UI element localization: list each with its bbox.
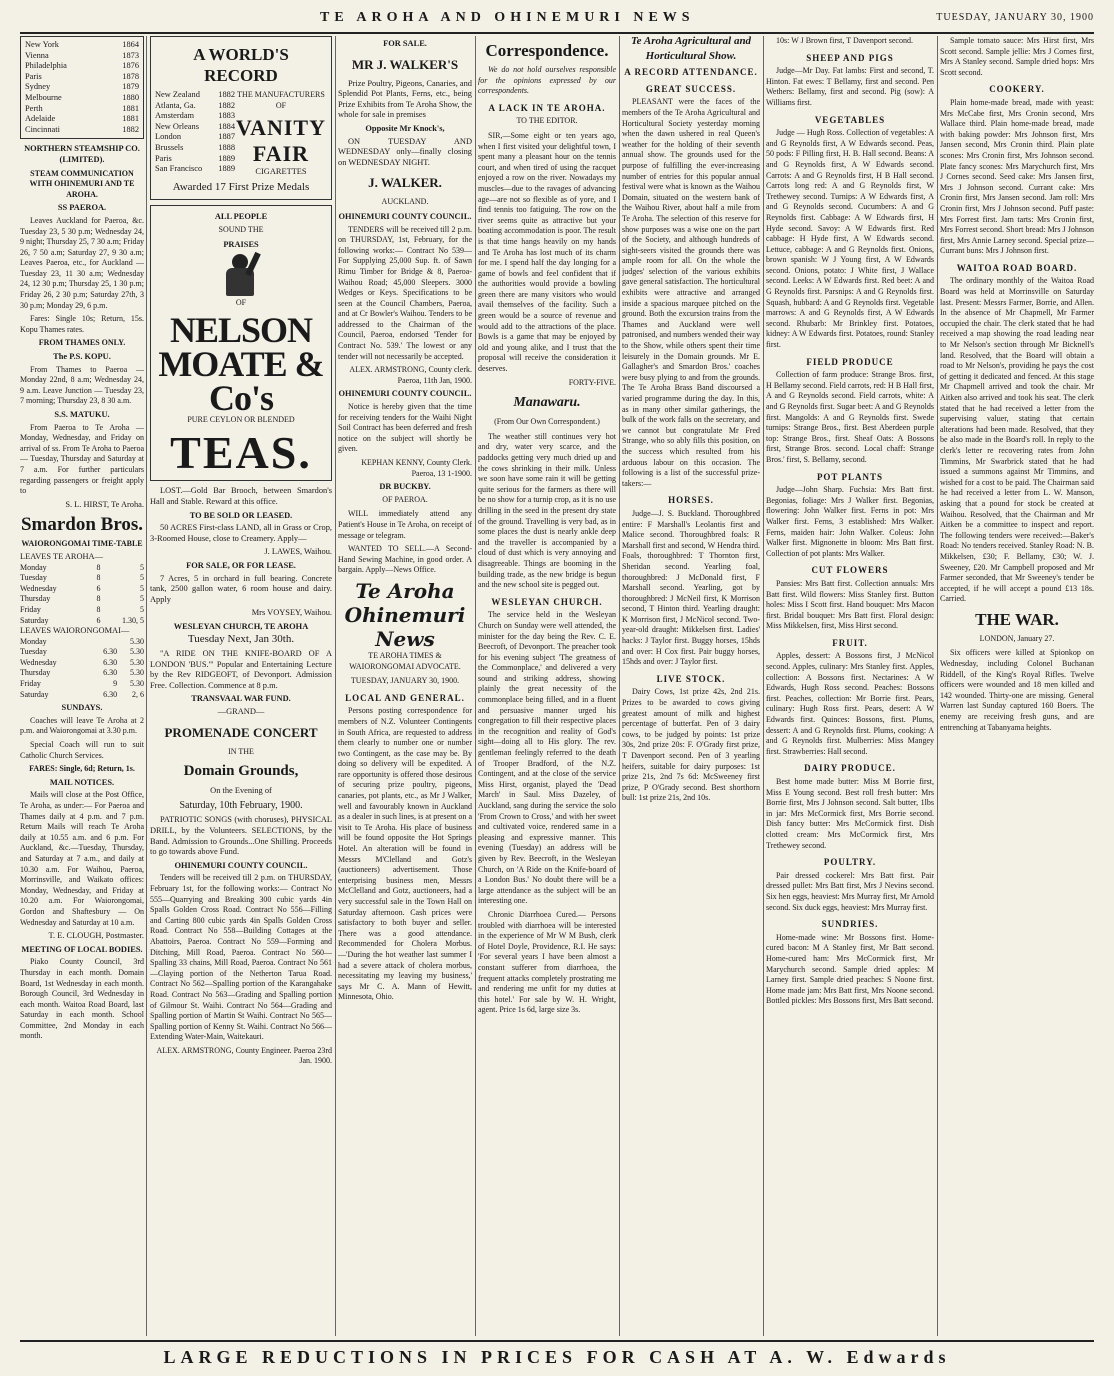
- kopu-schedule: From Thames to Paeroa — Monday 22nd, 8 a.m; Wednesday 24, 9 a.m. Leave Junction — Tuesday 23, 7 morning; Thursday 23, 8 30 a.m.: [20, 364, 144, 406]
- show-text: PLEASANT were the faces of the members of the Te Aroha Agricultural and Horticultural Society yesterday morning when the dawn ushered in real Queen's weather for the holding of their seventh annual show. The grounds used for the purpose of fulfilling the ever-increasing number of entries for this popular annual festival were what is known as the Waihou Domain, situated on the western bank of the Waihou River, about half a mile from Te Aroha. The selection of this reserve for show purposes was a wise one on the part of the Society, and although hundreds of sight-seers visited the grounds there was ample room for all. On the whole the judges' selection of the various exhibits gave general satisfaction. The horticultural exhibits were attractive and arranged inside a spacious marquee pitched on the ground. Both the excursion trains from the Thames and Auckland were well patronised, and numbers wended their way to the Show, while others spent their time leisurely in the Domain grounds. Mr E. Gallagher's and Smardon Bros.' coaches were busy plying to and from the grounds. The Te Aroha Brass Band discoursed a varied programme during the day. In this, as in many other similar gatherings, the bulk of the work falls on the secretary, and we cannot but congratulate Mr Fred Strange, who so ably fills this position, on the success which resulted from his arduous labour on this occasion. The following is a list of the successful prize-takers:—: [622, 97, 760, 488]
- world-record-ad: [150, 36, 332, 200]
- nelson-moate-brand: NELSON MOATE & Co's: [158, 309, 324, 418]
- timetable-time: 5: [140, 594, 144, 604]
- city-row: [25, 72, 139, 83]
- timetable-time: 2, 6: [132, 689, 144, 699]
- city-year: 1882: [122, 124, 139, 134]
- lack-heading: A LACK IN TE AROHA.: [488, 102, 606, 113]
- timetable-row: [20, 658, 144, 669]
- sold-heading: TO BE SOLD OR LEASED.: [189, 510, 293, 520]
- timetable-row: [20, 584, 144, 595]
- city-name: San Francisco: [155, 164, 203, 174]
- kopu-heading: The P.S. KOPU.: [53, 352, 111, 362]
- timetable-row: [20, 605, 144, 616]
- war-dateline: LONDON, January 27.: [979, 633, 1055, 643]
- manawaru-text: The weather still continues very hot and dry, water very scarce, and the paddocks getting very much dried up and the cows shrinking in their milk. Unless we soon have some rain it will be getting quite serious for the farmers as there will be no show for a turnip crop, as it is no use drilling in the seed in the present dry state of the ground. Travelling is very bad, as in some places the dust is nearly ankle deep and the traveller is accompanied by a cloud of dust which is very annoying and disagreeable. Things are booming in the building trade, as the new bridge is begun and the new school site is pegged out.: [478, 431, 616, 590]
- livestock-heading: LIVE STOCK.: [656, 673, 726, 684]
- praises-label: PRAISES: [223, 239, 259, 249]
- timetable-row: [20, 668, 144, 679]
- local-bodies-text: Piako County Council, 3rd Thursday in each month. Domain Board, 1st Wednesday in each month. Borough Council, 3rd Wednesday in each month. Waitoa Road Board, last Saturday in each month. School Committee, 2nd Monday in each month.: [20, 957, 144, 1041]
- of-label: OF: [235, 298, 247, 308]
- city-year: 1881: [122, 114, 139, 124]
- city-name: Sydney: [25, 82, 51, 92]
- city-row: [155, 111, 235, 122]
- timetable-time: 5.30: [130, 636, 144, 646]
- city-name: London: [155, 132, 182, 142]
- intro-line: 10s: W J Brown first, T Davenport second.: [776, 36, 913, 45]
- timetable-time: 6.30: [103, 689, 118, 699]
- correspondence-heading: Correspondence.: [485, 41, 609, 60]
- wesleyan-ad-text: "A RIDE ON THE KNIFE-BOARD OF A LONDON 'BUS.'" Popular and Entertaining Lecture by the Rev RIDGEOFT, of Devonport. Admission Free. Collection. Commence at 8 p.m.: [150, 649, 332, 690]
- dairy-heading: DAIRY PRODUCE.: [804, 763, 896, 774]
- timetable-time: 5: [140, 604, 144, 614]
- concert-text: PATRIOTIC SONGS (with choruses), PHYSICAL DRILL, by the Volunteers. SELECTIONS, by the Band. Admission to Grounds...One Shilling. Proceeds to go towards above Fund.: [150, 815, 332, 857]
- timetable-day: Friday: [20, 604, 41, 614]
- in-the-label: IN THE: [228, 746, 254, 756]
- matuku-signature: S. L. HIRST, Te Aroha.: [65, 499, 144, 509]
- city-year: 1881: [122, 103, 139, 113]
- city-year: 1873: [122, 50, 139, 60]
- timetable-time: 5.30: [130, 668, 144, 678]
- cigarettes-label: CIGARETTES: [255, 167, 307, 177]
- pot-plants-text: Judge—John Sharp. Fuchsia: Mrs Batt first. Begonias, foliage: Mrs J Walker first. Begonias, flowering: John Walker first. Ferns in pot: Mrs Walker first. Ferns, 3 established: Mrs Walker. Ferns, maiden hair: John Walker. Coleus: John Walker first. Mignonette in bloom: Mrs Batt first. Collection of pot plants: Mrs Walker.: [766, 485, 934, 558]
- timetable-day: Tuesday: [20, 647, 47, 657]
- shipping-heading: NORTHERN STEAMSHIP CO. (LIMITED).: [24, 144, 140, 164]
- fruit-text: Apples, dessert: A Bossons first, J McNicol second. Apples, culinary: Mrs Stanley first. Apples, collection: A Bossons first. Nectarines: A W Edwards, Hugh Ross second. Peaches: Bossons first. Peaches, collection: Mr Borrie first. Pears, culinary: Hugh Ross first. Pears, desert: A W Edwards first. Quinces: Bossons, first. Plums, dessert: A and G Reynolds first. Plums, cooking: A and G Reynolds first. Mulberries: Miss Mangey first. Strawberries: Hall second.: [766, 651, 934, 756]
- city-year: 1864: [122, 40, 139, 49]
- timetable-day: Wednesday: [20, 657, 57, 667]
- timetable-day: Monday: [20, 636, 47, 646]
- timetable-time: 5.30: [130, 647, 144, 657]
- timetable-day: Thursday: [20, 594, 51, 604]
- for-sale-heading: FOR SALE.: [383, 39, 427, 48]
- column-rule: [475, 36, 476, 1336]
- field-text: Collection of farm produce: Strange Bros. first, H Bellamy second. Field carrots, red: H B Hall first, A and G Reynolds second. Field carrots, white: A and G Reynolds first. Sugar beet: A and G Reynolds first. Mangolds: A and G Reynolds first. Swede turnips: Strange Bros., first. Best Aberdeen purple top: Strange Bros., first. Sheaf Oats: A Bossons first, Strange Bros. second. Local chaff: Strange Bros.' first, S. Bellamy, second.: [766, 370, 934, 464]
- timetable-time: 5.30: [130, 679, 144, 689]
- sundays-heading: SUNDAYS.: [61, 703, 103, 713]
- local-bodies-heading: MEETING OF LOCAL BODIES.: [21, 944, 143, 954]
- city-name: Atlanta, Ga.: [155, 100, 196, 110]
- teas-label: TEAS.: [170, 427, 312, 479]
- sheep-text: Judge—Mr Day. Fat lambs: First and second, T. Hinton. Fat ewes: T Bellamy, first and second. Pen Wethers: Bellamy, first and second. Pig (sow): A Williams first.: [766, 66, 934, 107]
- column-5: [622, 36, 760, 1336]
- buckby-sub: OF PAEROA.: [382, 494, 428, 504]
- city-year: 1878: [122, 71, 139, 81]
- city-name: Paris: [25, 71, 42, 81]
- column-7: [940, 36, 1094, 1336]
- diarrhoea-text: Chronic Diarrhoea Cured.— Persons troubled with diarrhoea will be interested in the experience of Mr W M Bush, clerk of Hotel Doyle, Providence, R.I. He says: 'For several years I have been almost a constant sufferer from diarrhoea, the frequent attacks completely prostrating me and rendering me unfit for my duties at this hotel.' For sale by W. H. Wright, agent. Price 1s 6d, large size 3s.: [478, 909, 616, 1015]
- council-heading: OHINEMURI COUNTY COUNCIL.: [174, 860, 308, 870]
- city-year: 1882: [218, 100, 235, 110]
- wesleyan-ad-heading: WESLEYAN CHURCH, TE AROHA: [173, 621, 309, 631]
- timetable-time: 6.30: [103, 647, 118, 657]
- timetable-time: 6.30: [103, 657, 118, 667]
- sale-text: 7 Acres, 5 in orchard in full bearing. Concrete tank, 2500 gallon water, 6 room house and dairy. Apply: [150, 573, 332, 604]
- cut-flowers-heading: CUT FLOWERS: [811, 565, 889, 576]
- column-rule: [937, 36, 938, 1336]
- domain-grounds-label: Domain Grounds,: [183, 763, 299, 780]
- buckby-heading: DR BUCKBY.: [379, 482, 431, 492]
- paper-subtitle: TE AROHA TIMES & WAIORONGOMAI ADVOCATE.: [349, 650, 461, 671]
- city-row: [25, 82, 139, 93]
- city-name: Paris: [155, 153, 172, 163]
- correspondence-disclaimer: We do not hold ourselves responsible for the opinions expressed by our correspondents.: [478, 65, 616, 96]
- city-year: 1889: [218, 164, 235, 174]
- column-2: [150, 36, 332, 1336]
- matuku-schedule: From Paeroa to Te Aroha — Monday, Wednesday, and Friday on arrival of ss. From Te Aroha to Paeroa — Tuesday, Thursday and Saturday at 7 a.m. For further particulars regarding passengers or freight apply to: [20, 422, 144, 496]
- evening-label: On the Evening of: [210, 786, 272, 796]
- council3-text: Notice is hereby given that the time for receiving tenders for the Waihi Night Soil Contract has been deferred and fresh notice on the subject will shortly be given.: [338, 402, 472, 454]
- city-name: New Zealand: [155, 90, 200, 99]
- war-text: Six officers were killed at Spionkop on Wednesday, including Colonel Buchanan Riddell, of the King's Royal Rifles. Twelve officers were wounded and 18 men killed and 142 wounded. Thirty-one are missing. General Warren last Sunday captured 160 Boers. The enemy are receiving fresh guns, and are entrenching at Tabanyama heights.: [940, 648, 1094, 732]
- city-row: [155, 154, 235, 165]
- timetable-day: Saturday: [20, 615, 49, 625]
- footer-advertisement: LARGE REDUCTIONS IN PRICES FOR CASH AT A. W. Edwards: [20, 1340, 1094, 1372]
- city-row: [25, 51, 139, 62]
- newspaper-title: TE AROHA AND OHINEMURI NEWS: [320, 10, 695, 25]
- city-name: Perth: [25, 103, 43, 113]
- city-year: 1879: [122, 82, 139, 92]
- timetable-row: [20, 573, 144, 584]
- war-heading: THE WAR.: [975, 609, 1059, 629]
- letter-signature: FORTY-FIVE.: [568, 377, 616, 387]
- opposite-knocks: Opposite Mr Knock's,: [365, 123, 445, 133]
- special-coach: Special Coach will run to suit Catholic Church Services.: [20, 740, 144, 760]
- vegetables-heading: VEGETABLES: [814, 114, 886, 125]
- timetable-time: 8: [96, 562, 101, 572]
- cookery-text: Plain home-made bread, made with yeast: Mrs McCabe first, Mrs Cronin second, Mrs Wallace third. Plain home-made bread, made with baking powder: Mrs Johnson first, Mrs Jansen second, Mrs Cronin third. Plain plate scones: Mrs Cronin first, Mrs Johnson second. Plate fancy scones: Mrs Marychurch first, Mrs J Cornes second. Seed cake: Mrs Jansen first, Mrs J Johnson second. Currant cake: Mrs Cronin first, Mrs Jansen second. Jam roll: Mrs Cronin first, Mrs J Johnson second. Puff paste: Mrs Forrest first. Jam tarts: Mrs Cronin first, Mrs Forrest second. Short bread: Mrs J Johnson first, Mrs Annie Larney second. Special prize—Currant buns: Mrs J Johnson first.: [940, 97, 1094, 256]
- world-record-left-cities: [20, 36, 144, 139]
- timetable-day: Tuesday: [20, 573, 47, 583]
- city-row: [155, 164, 235, 175]
- pot-plants-heading: POT PLANTS: [816, 471, 884, 482]
- vanity-fair-brand: VANITY FAIR: [236, 115, 326, 167]
- city-row: [25, 40, 139, 51]
- wesleyan-heading: WESLEYAN CHURCH.: [491, 596, 603, 607]
- timetable-time: 9: [113, 679, 118, 689]
- mail-signature: T. E. CLOUGH, Postmaster.: [48, 931, 144, 941]
- city-row: [155, 132, 235, 143]
- column-rule: [763, 36, 764, 1336]
- shipping-subheading: STEAM COMMUNICATION WITH OHINEMURI AND TE AROHA.: [29, 168, 135, 199]
- council3-signature: KEPHAN KENNY, County Clerk. Paeroa, 13 1-1900.: [361, 458, 472, 478]
- timetable-day: Wednesday: [20, 583, 57, 593]
- city-year: 1887: [218, 132, 235, 142]
- nelson-moate-ad: [150, 205, 332, 481]
- city-row: [25, 114, 139, 125]
- city-year: 1880: [122, 92, 139, 102]
- city-name: Brussels: [155, 142, 184, 152]
- sound-label: SOUND THE: [218, 224, 264, 234]
- leave-te-aroha-label: LEAVES TE AROHA—: [20, 551, 103, 561]
- sundays-text: Coaches will leave Te Aroha at 2 p.m. and Waiorongomai at 3.30 p.m.: [20, 715, 144, 736]
- record-attendance: A RECORD ATTENDANCE.: [624, 67, 758, 78]
- city-name: Philadelphia: [25, 61, 67, 71]
- city-year: 1876: [122, 61, 139, 71]
- matuku-heading: S.S. MATUKU.: [54, 410, 110, 419]
- city-year: 1888: [218, 142, 235, 152]
- sale-heading: FOR SALE, OR FOR LEASE.: [186, 560, 296, 570]
- city-year: 1882: [218, 90, 235, 99]
- city-row: [25, 61, 139, 72]
- council2-signature: ALEX. ARMSTRONG, County clerk. Paeroa, 11th Jan, 1900.: [349, 365, 472, 385]
- dairy-text: Best home made butter: Miss M Borrie first, Miss E Young second. Best roll fresh butter: Mrs Borrie first, Mrs J Johnson second. Salt butter, 1lbs in jar: Mrs McCormick first, Mrs Borrie second. Dish fancy butter: Mrs McCormick first. Dish clotted cream: Mrs McCormick first, Mrs Trethewey second.: [766, 777, 934, 850]
- council3-heading: OHINEMURI COUNTY COUNCIL.: [338, 389, 472, 399]
- concert-date: Saturday, 10th February, 1900.: [179, 799, 303, 811]
- timetable-row: [20, 647, 144, 658]
- city-row: [155, 143, 235, 154]
- timetable-row: [20, 690, 144, 701]
- sundries-text: Home-made wine: Mr Bossons first. Home-cured bacon: M A Stanley first, Mr Batt second. Home-cured ham: Mrs McCormick first, Mr Marychurch second. Sample dried apples: M Larney first. Sample dried peaches: S Noone first. Home made jam: Mrs Batt first, Mrs Noone second. Bottled pickles: Mrs Bossons first, Mrs Batt second.: [766, 932, 934, 1006]
- timetable-row: [20, 594, 144, 605]
- timetable-row: [20, 616, 144, 627]
- walker-text: Prize Poultry, Pigeons, Canaries, and Splendid Pot Plants, Ferns, etc., being Prize Exhibits from Te Aroha Show, the whole for sale in premises: [338, 78, 472, 120]
- timetable-day: Thursday: [20, 668, 51, 678]
- city-row: [25, 93, 139, 104]
- wesleyan-text: The service held in the Wesleyan Church on Sunday were well attended, the minister for the day being the Rev. C. E. Beecroft, of Devonport. The preacher took for his evening subject 'The greatness of the Commonplace,' and delivered a very sound and striking address, showing plainly the great necessity of the commonplace being filled, and in a fluent and persuasive manner urged his congregation to fill their respective places in the recognition and reality of God's sight—doing all to His glory. The rev. gentleman feelingly referred to the death of Trooper Bradford, of the N.Z. Contingent, and at the close of the service Miss Hirst, organist, played the 'Dead March' in Saul. Miss Dazeley, of Auckland, sang during the service the solo 'From Crown to Cross,' and with her sweet and cultivated voice, rendered same in a pleasing and expressive manner. This evening (Tuesday) an address will be given by Rev. Beecroft, in the Wesleyan Church, on 'A Ride on the Knife-board of a London Bus.' No doubt there will be a large attendance as the subject will be an interesting one.: [478, 610, 616, 906]
- walker-days: ON TUESDAY AND WEDNESDAY only—finally closing on WEDNESDAY NIGHT.: [338, 136, 472, 167]
- column-rule: [146, 36, 147, 1336]
- cookery-heading: COOKERY.: [989, 84, 1045, 95]
- timetable-time: 5: [140, 583, 144, 593]
- letter-text: SIR,—Some eight or ten years ago, when I first visited your delightful town, I spent many a pleasant hour on the tennis court, and when tired of using the racquet enjoyed a row on the river. Nowadays my muscles—due to the ravages of advancing age—are not so flexible as of yore, and I find tennis too fatiguing. The row on the river seems quite as attractive but your boating accommodation is poor. The result is that time hangs heavily on my hands and Te Aroha has lost much of its charm for me. I spend half the day longing for a game of bowls and feel confident that if the authorities would provide a bowling green there are many visitors who would avail themselves of the facility. Such a green would be a source of revenue and would add to the attractions of the place. Bowls is a game that may be enjoyed by old and young alike, and I trust that the proposal will receive the consideration it deserves.: [478, 130, 616, 374]
- world-record-right-cities: [155, 90, 235, 182]
- paper-name-1: Te Aroha: [355, 578, 455, 603]
- timetable-row: [20, 637, 144, 648]
- local-general-text: Persons posting correspondence for members of N.Z. Volunteer Contingents in South Africa, are requested to address them clearly to number one or number two Contingent, as the case may be. By doing so delivery will be expedited. A rare opportunity is offered those desirous of securing prize poultry, pigeons, canaries, pot plants, etc., as Mr J Walker, well and favourably known in Auckland as a dealer in such lines, is at present on a visit to Te Aroha. His place of business will be found opposite the Hot Springs Hotel. An alteration will be found in Messrs M'Clelland and Gotz's (auctioneers) advertisement. Those enterprising business men, Messrs McClelland and Gotz, auctioneers, had a very successful sale in the Town Hall on Saturday afternoon. Cash prices were satisfactory to both buyer and seller. There was a good attendance. Recommended for Cholera Morbus.—'During the hot weather last summer I had a severe attack of cholera morbus, necessitating my leaving my business,' says Mr C. A. Mann of Hewitt, Minnesota, Ohio.: [338, 706, 472, 1002]
- great-success: GREAT SUCCESS.: [645, 83, 737, 94]
- sold-signature: J. LAWES, Waihou.: [264, 547, 332, 557]
- timetable-time: [90, 637, 117, 648]
- show-heading-1: Te Aroha Agricultural and: [630, 36, 752, 47]
- column-6: [766, 36, 934, 1336]
- column-1: [20, 36, 144, 1336]
- paeroa-schedule: Leaves Auckland for Paeroa, &c. Tuesday 23, 5 30 p.m; Wednesday 24, 9 night; Thursday 25, 7 30 a.m; Friday 26, 7 50 a.m; Saturday 27, 9 30 a.m; Leaves Paeroa, etc., for Auckland — Tuesday 23, 11 30 a.m; Wednesday 24, 12 30 p.m; Thursday 25, 1 30 p.m; Friday 26, 2 30 p.m; Saturday 27th, 3 30 p.m; Monday 29, 6 p.m.: [20, 215, 144, 310]
- city-name: New York: [25, 40, 59, 49]
- timetable-time: 8: [96, 604, 101, 614]
- column-3: [338, 36, 472, 1336]
- mail-heading: MAIL NOTICES.: [49, 777, 115, 787]
- timetable-time: 8: [96, 573, 101, 583]
- smardon-subtitle: WAIORONGOMAI TIME-TABLE: [21, 539, 143, 549]
- city-row: [155, 101, 235, 112]
- auckland-label: AUCKLAND.: [381, 197, 429, 207]
- city-name: Adelaide: [25, 114, 56, 124]
- council2-heading: OHINEMURI COUNTY COUNCIL.: [338, 211, 472, 221]
- waitoa-heading: WAITOA ROAD BOARD.: [956, 262, 1078, 273]
- fruit-heading: FRUIT.: [832, 637, 868, 648]
- livestock-text: Dairy Cows, 1st prize 42s, 2nd 21s. Prizes to be awarded to cows giving greatest amount of milk and highest percentage of butterfat. Pen of 3 dairy cows, to be judged by points: 1st prize 30s, 2nd prize 20s: F. O'Grady first prize, T Davenport second. Pen of 3 yearling heifers, suitable for dairy purposes: 1st prize 21s, 2nd 7s 6d: McSweeney first prize, P O'Grady second. Best shorthorn bull: 1st prize 21s, 2nd 10s.: [622, 687, 760, 803]
- timetable-day: Friday: [20, 679, 41, 689]
- sundries-heading: SUNDRIES.: [821, 919, 879, 930]
- show-heading-2: Horticultural Show.: [645, 49, 737, 62]
- poultry-heading: POULTRY.: [823, 857, 877, 868]
- city-name: New Orleans: [155, 121, 199, 131]
- sheep-heading: SHEEP AND PIGS: [806, 52, 894, 63]
- timetable-row: [20, 563, 144, 574]
- transvaal-heading: TRANSVAAL WAR FUND.: [191, 694, 291, 704]
- timetable-time: 6: [96, 583, 101, 593]
- city-row: [25, 125, 139, 136]
- sold-text: 50 ACRES First-class LAND, all in Grass or Crop, 3-Roomed House, close to Creamery. Apply—: [150, 523, 332, 543]
- city-name: Amsterdam: [155, 111, 195, 121]
- fares-2: FARES: Single, 6d; Return, 1s.: [29, 764, 135, 774]
- sale-signature: Mrs VOYSEY, Waihou.: [251, 608, 332, 618]
- mail-text: Mails will close at the Post Office, Te Aroha, as under:— For Paeroa and Thames daily at 4 p.m. and 7 p.m. Return Mails will reach Te Aroha daily at 10.55 a.m. and 6 p.m. For Auckland, &c.—Tuesday, Thursday, and Saturday at 7 a.m., and daily at 10.30 a.m. For Waihou, Paeroa, Morrinsville, and Waikato offices: Monday, Wednesday, and Friday at 10.20 a.m. For Waiorongomai, Gordon and Shaftesbury — On Wednesday and Saturday at 10 a.m.: [20, 790, 144, 927]
- timetable-time: 5: [140, 562, 144, 572]
- timetable-time: 6: [96, 615, 101, 625]
- column-rule: [335, 36, 336, 1336]
- awarded-label: Awarded 17 First Prize Medals: [172, 180, 310, 193]
- local-general-heading: LOCAL AND GENERAL.: [345, 692, 465, 703]
- walker-heading: MR J. WALKER'S: [351, 56, 459, 72]
- column-4: [478, 36, 616, 1336]
- timetable-time: 5: [140, 573, 144, 583]
- all-people-label: ALL PEOPLE: [214, 212, 268, 222]
- thames-heading: FROM THAMES ONLY.: [38, 338, 126, 348]
- walker-signature: J. WALKER.: [368, 175, 442, 191]
- wesleyan-ad-date: Tuesday Next, Jan 30th.: [187, 633, 295, 646]
- column-rule: [619, 36, 620, 1336]
- vegetables-text: Judge — Hugh Ross. Collection of vegetables: A and G Reynolds first, A W Edwards second. Peas, 50 pods: F Pilling first, H. B. Hall second. Beans: A and G Reynolds first, A W Edwards second. Carrots: A and G Reynolds first, H B Hall second. Carrots long red: A and G Reynolds first, W Trethewey second. Turnips: A W Edwards first, A and G Reynolds second. Cucumbers: A and G Reynolds first. Cabbage: A W Edwards first, H Hyde second. Savoy: A W Edwards first. Red cabbage: H Hyde first, A W Edwards second. Lettuce, cabbage: A and G Reynolds first. Onions, brown spanish: W J Young first, A W Edwards second. Onions, potato: J White first, J Wallace second. Leeks: A W Edwards first. Red beet: A and G Reynolds first. Parsnips: A and G Reynolds first. Squash, hubbard: A and G Reynolds first. Vegetable marrows: A and G Reynolds first, A W Edwards second. Rhubarb: Mr Brinkley first. Potatoes, kidney: A W Edwards first. Potatoes, round: Stanley first.: [766, 128, 934, 350]
- paeroa-heading: SS PAEROA.: [57, 203, 107, 213]
- council-text: Tenders will be received till 2 p.m. on THURSDAY, February 1st, for the following works:— Contract No 555—Quarrying and Breaking 300 cubic yards 4in Spalls Golden Cross Road. Contract No 556—Filling and Carting 800 cubic yards 4in Spalls Golden Cross Road. Contract No 558—Building Cottages at the Abattoirs, Paeroa. Contract No 559—Forming and Ditching, Mill Road, Paeroa. Contract No 560—Spalling 33 chains, Mill Road, Paeroa. Contract No 561—Claying portion of the Netherton Tarua Road. Contract No 562—Spalling portion of the Karangahake Road. Contract No 563—Grading and Spalling portion of Gilmour St. Waihi. Contract No 564—Grading and Spalling portion of Martin St Waihi. Contract No 565—Spalling portion of Kenny St. Waihi. Contract No 566—Extending Water-Main, Waitekauri.: [150, 873, 332, 1042]
- timetable-row: [20, 679, 144, 690]
- council-signature: ALEX. ARMSTRONG, County Engineer. Paeroa 23rd Jan. 1900.: [156, 1045, 332, 1066]
- to-editor-label: TO THE EDITOR.: [516, 116, 578, 126]
- top-text: Sample tomato sauce: Mrs Hirst first, Mrs Scott second. Sample jellie: Mrs J Cornes first, Mrs A Stanley second. Sample dried hops: Mrs Scott second.: [940, 36, 1094, 77]
- field-heading: FIELD PRODUCE: [806, 356, 894, 367]
- promenade-concert-label: PROMENADE CONCERT: [164, 724, 318, 740]
- horses-text: Judge—J. S. Buckland. Thoroughbred entire: F Marshall's Leolantis first and Malice second. Thoroughbred foals: R Marshall first and second, W Hendra third. Foals, thoroughbred: T Thornton first, Sheridan second. Yearling foal, thoroughbred: J McDonald first, F Marshall second. Yearling, got by thoroughbred: J McNeil first, K Morrison second, T Hinton third. Yearling draught: K Morrison first, J McNicol second. Two-year-old draught: Mikkelsen first. Ladies' hacks: J Taylor first. Buggy horses, 15hds and over: H Cox first. Pair buggy horses, 15hds and over: J Taylor first.: [622, 508, 760, 667]
- world-record-title: A WORLD'S RECORD: [193, 45, 289, 85]
- city-row: [25, 104, 139, 115]
- city-name: Cincinnati: [25, 124, 60, 134]
- paper-date: TUESDAY, JANUARY 30, 1900.: [350, 676, 460, 686]
- poultry-text: Pair dressed cockerel: Mrs Batt first. Pair dressed pullet: Mrs Batt first, Mrs J Nevins second. Six hen eggs, heaviest: Mrs Murray first, Mr Arnold second. Six duck eggs, heaviest: Mrs Murray first.: [766, 870, 934, 912]
- timetable-time: 6.30: [103, 668, 118, 678]
- timetable-time: 5.30: [130, 657, 144, 667]
- trumpeter-figure-icon: [214, 252, 268, 298]
- timetable-time: 1.30, 5: [122, 615, 144, 625]
- city-row: [155, 90, 235, 101]
- manawaru-heading: Manawaru.: [513, 395, 581, 411]
- issue-date: TUESDAY, JANUARY 30, 1900: [936, 12, 1094, 23]
- grand-label: —GRAND—: [217, 707, 265, 717]
- smardon-title: Smardon Bros.: [20, 514, 144, 536]
- paper-name-2: Ohinemuri News: [344, 602, 466, 651]
- city-year: 1883: [218, 111, 235, 121]
- timetable-day: Saturday: [20, 689, 49, 699]
- manufacturers-label: THE MANUFACTURERS OF: [237, 90, 325, 110]
- city-row: [155, 122, 235, 133]
- city-name: Vienna: [25, 50, 49, 60]
- fares-notice: Fares: Single 10s; Return, 15s. Kopu Thames rates.: [20, 314, 144, 334]
- city-year: 1884: [218, 121, 235, 131]
- lost-notice: LOST.—Gold Bar Brooch, between Smardon's Hall and Stable. Reward at this office.: [150, 486, 332, 506]
- cut-flowers-text: Pansies: Mrs Batt first. Collection annuals: Mrs Batt first. Wild flowers: Miss Stanley first. Button holes: Miss I Scott first. Hand bouquet: Mrs Macon first. Bridal bouquet: Mrs Batt first. Floral design: Miss Mikkelsen, first, Miss Hirst second.: [766, 578, 934, 631]
- wanted-notice: WANTED TO SELL.—A Second-Hand Sewing Machine, in good order. A bargain. Apply—News Office.: [338, 544, 472, 575]
- timetable-time: 8: [96, 594, 101, 604]
- manawaru-sub: (From Our Own Correspondent.): [494, 417, 600, 427]
- buckby-text: WILL immediately attend any Patient's House in Te Aroha, on receipt of message or telegram.: [338, 509, 472, 540]
- city-year: 1889: [218, 153, 235, 163]
- city-name: Melbourne: [25, 92, 62, 102]
- te-aroha-timetable: [20, 563, 144, 627]
- waiorongomai-timetable: [20, 637, 144, 701]
- masthead: [20, 6, 1094, 34]
- council2-text: TENDERS will be received till 2 p.m. on THURSDAY, 1st, February, for the following works:— Contract No 539—For Supplying 25,000 Sup. ft. of Sawn Rimu Timber for Bridge & 8, Paeroa-Waihou Road; 45,000 Sleepers. 3000 Wedges or Keys. Specifications to be seen at the Council Chambers, Paeroa, and at Cr Bowler's Waihou. Tenders to be addressed to the Chairman of the Council, Paeroa, endorsed 'Tender for Contract No. 539.' The lowest or any tender will not necessarily be accepted.: [338, 224, 472, 361]
- waitoa-text: The ordinary monthly of the Waitoa Road Board was held at Morrinsville on Saturday last. Present: Messrs Farmer, Borrie, and Allen. In the absence of Mr Chapmell, Mr Farmer occupied the chair. The clerk stated that he had received a map showing the road leading near to Mr Nelson's section through Mr Bicknell's land. Resolved, that the Board will obtain a road to Mr Nelson's, providing he pays the cost of getting it dedicated and fenced. At this stage Mr Chapmell arrived and took the chair. Mr Aitken also arrived and took his seat. The clerk stated that he had received a letter from the supervising valuer, stating that certain alterations had been made. Resolved, that they be also made in the Board's roll. In reply to the clerk's letter re recovering rates from John Timmins, Mr Swarbrick stated that he had issued a summons against Mr Timmins, and wished for a cost to be paid. The Chairman said he had received a letter from L. W. Manson, asking that a pound for stock be created at Waihou. Resolved, that the Chairman and Mr Aitken be a committee to inspect and report. The following tenders were received:—Baker's Road: No tenders received. Stanley Road: N. B. Mikkelsen, £30; F. Bellamy, £30; W. J. Sweeney, £20. Mr Campbell proposed and Mr Farmer seconded, that Mr Sweeney's tender be accepted, if he will accept a pound £13 18s. Carried.: [940, 276, 1094, 604]
- pure-ceylon-label: PURE CEYLON OR BLENDED: [187, 414, 295, 424]
- leave-waiorongomai-label: LEAVES WAIORONGOMAI—: [20, 626, 130, 636]
- horses-heading: HORSES.: [668, 495, 714, 506]
- timetable-day: Monday: [20, 562, 47, 572]
